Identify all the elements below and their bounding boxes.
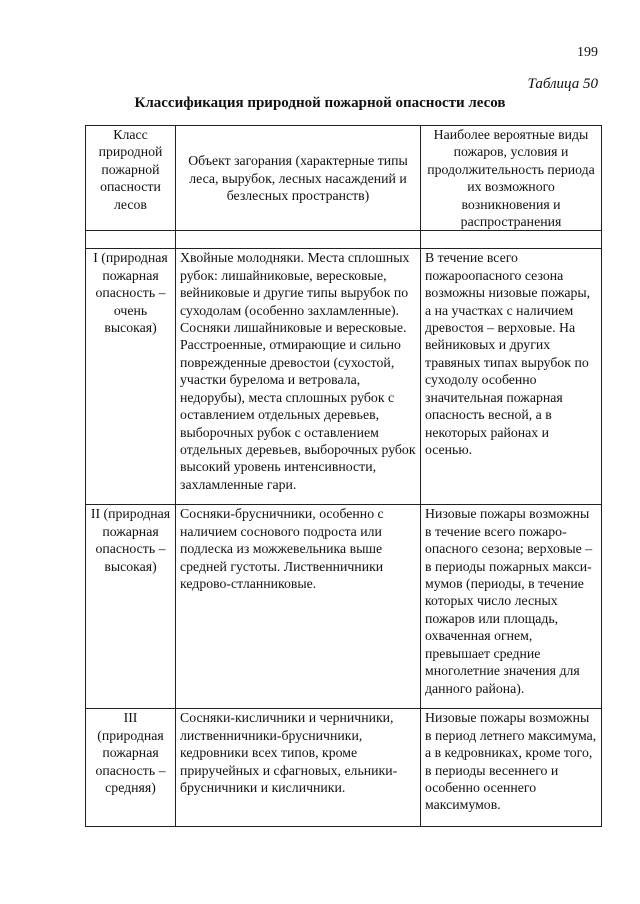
row-fires: Низовые пожары возможны в период летнего максимума, а в кедровниках, кроме того, в периоды весеннего и особенно осеннего максимумов. [421,709,602,827]
row-object: Сосняки-кисличники и черничники, лиственничники-брусничники, кедровники всех типов, кроме приручейных и сфагновых, ельники-брусничники и кисличники. [176,709,421,827]
spacer-row [86,231,602,249]
header-object: Объект загорания (характерные типы леса, вырубок, лесных насаждений и безлесных пространств) [176,126,421,231]
header-class: Класс природной пожарной опасности лесов [86,126,176,231]
classification-table [85,125,602,827]
table-row [86,505,602,709]
table-row [86,709,602,827]
table-title: Классификация природной пожарной опасности лесов [134,95,506,111]
header-fires: Наиболее вероятные виды пожаров, условия и продолжительность периода их возможного возникновения и распространения [421,126,602,231]
table-row [86,249,602,505]
row-fires: Низовые пожары возможны в течение всего пожаро-опасного сезона; верховые – в периоды пожарных макси-мумов (периоды, в течение которых число лесных пожаров или площадь, охваченная огнем, превышает средние многолетние значения для данного района). [421,505,602,709]
row-class: III (природная пожарная опасность – средняя) [86,709,176,827]
row-fires: В течение всего пожароопасного сезона возможны низовые пожары, а на участках с наличием древостоя – верховые. На вейниковых и других травяных типах вырубок по суходолу особенно значительная пожарная опасность весной, а в некоторых районах и осенью. [421,249,602,505]
row-object: Сосняки-брусничники, особенно с наличием соснового подроста или подлеска из можжевельника выше средней густоты. Лиственничники кедрово-стланниковые. [176,505,421,709]
header-row [86,126,602,231]
row-object: Хвойные молодняки. Места сплошных рубок: лишайниковые, вересковые, вейниковые и другие типы вырубок по суходолам (особенно захламленные). Сосняки лишайниковые и вересковые. Расстроенные, отмирающие и сильно поврежденные древостои (сухостой, участки бурелома и ветровала, недорубы), места сплошных рубок с оставлением отдельных деревьев, выборочных рубок с оставлением отдельных деревьев, выборочных рубок высокий уровень интенсивности, захламленные гари. [176,249,421,505]
row-class: I (природная пожарная опасность – очень высокая) [86,249,176,505]
page-number: 199 [577,45,598,60]
table-label: Таблица 50 [527,76,598,92]
row-class: II (природная пожарная опасность – высокая) [86,505,176,709]
